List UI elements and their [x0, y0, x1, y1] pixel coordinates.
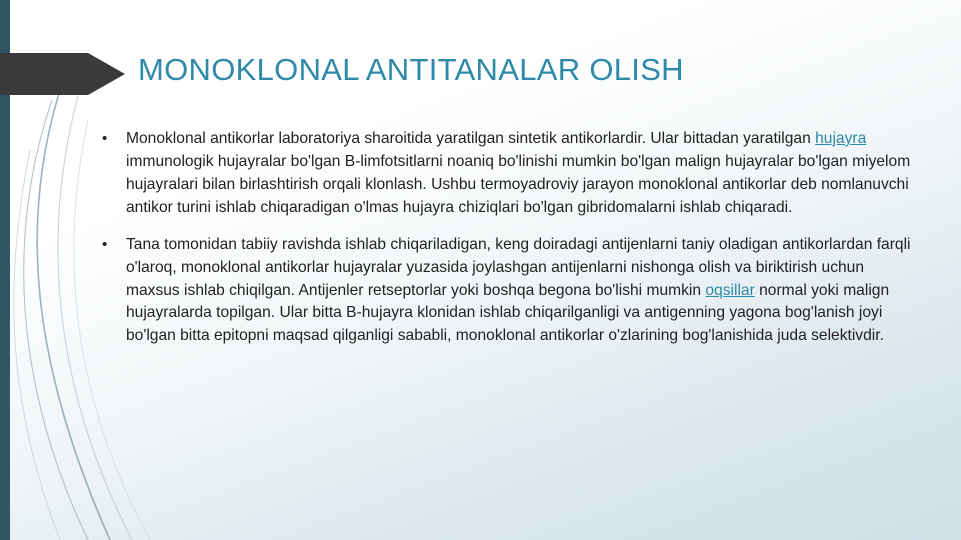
bullet-0-part-2: immunologik hujayralar bo'lgan B-limfotsitlarni noaniq bo'linishi mumkin bo'lgan malign hujayralar bo'lgan miyelom hujayralari bilan birlashtirish orqali klonlash. Ushbu termoyadroviy jarayon monoklonal antikorlar deb nomlanuvchi antikor turini ishlab chiqaradigan o'lmas hujayra chiziqlari bo'lgan gibridomalarni ishlab chiqaradi.: [126, 152, 911, 216]
hyperlink-hujayra[interactable]: hujayra: [815, 130, 867, 147]
page-title: MONOKLONAL ANTITANALAR OLISH: [138, 52, 684, 87]
title-banner-shape: [0, 53, 125, 95]
bullet-1-part-0: Tana tomonidan tabiiy ravishda ishlab chiqariladigan, keng doiradagi antijenlarni taniy oladigan antikorlardan farqli o'laroq, monoklonal antikorlar hujayralar yuzasida joylashgan antijenlarni nishonga olish va biriktirish uchun maxsus ishlab chiqilgan. Antijenler retseptorlar yoki boshqa begona bo'lishi mumkin: [126, 235, 911, 299]
list-item: [96, 128, 914, 220]
list-item: [96, 234, 914, 349]
bullet-0-part-0: Monoklonal antikorlar laboratoriya sharoitida yaratilgan sintetik antikorlardir. Ular bittadan yaratilgan: [126, 130, 816, 147]
bullet-1-part-2: normal yoki malign hujayralarda topilgan. Ular bitta B-hujayra klonidan ishlab chiqarilganligi va antigenning yagona bog'lanish joyi bo'lgan bitta epitopni maqsad qilganligi sababli, monoklonal antikorlar o'zlarining bog'lanishida juda selektivdir.: [126, 281, 890, 345]
hyperlink-oqsillar[interactable]: oqsillar: [705, 281, 755, 299]
slide-body: [96, 128, 914, 362]
bullet-list: [96, 128, 914, 348]
